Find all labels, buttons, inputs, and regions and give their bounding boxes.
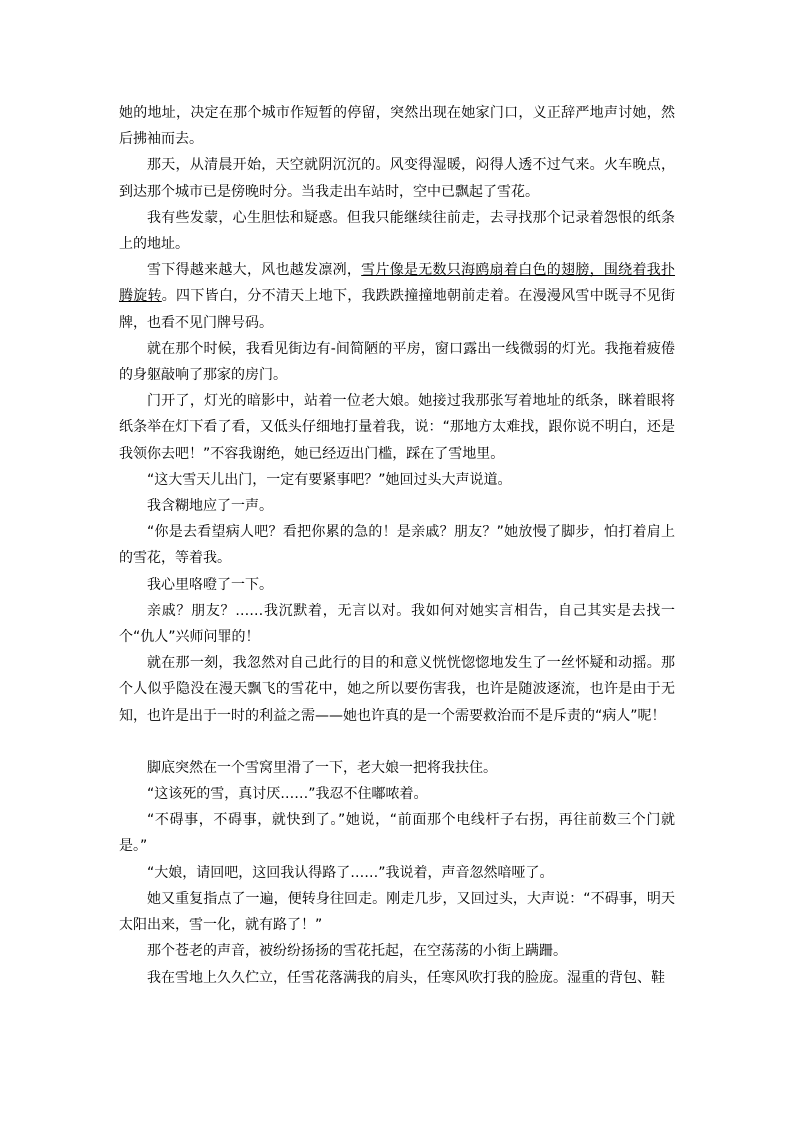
paragraph-3: 我有些发蒙，心生胆怯和疑惑。但我只能继续往前走，去寻找那个记录着怨恨的纸条上的地址。: [119, 209, 675, 253]
paragraph-19: 我在雪地上久久伫立，任雪花落满我的肩头，任寒风吹打我的脸庞。湿重的背包、鞋: [147, 969, 665, 986]
paragraph-11: 亲戚？朋友？……我沉默着，无言以对。我如何对她实言相告，自己其实是去找一个“仇人”兴师问罪的！: [119, 602, 675, 646]
paragraph-7: “这大雪天儿出门，一定有要紧事吧？”她回过头大声说道。: [147, 471, 512, 488]
paragraph-15: “不碍事，不碍事，就快到了。”她说，“前面那个电线杆子右拐，再往前数三个门就是。”: [119, 812, 675, 855]
paragraph-10: 我心里咯噔了一下。: [147, 576, 273, 593]
paragraph-4-end: 。四下皆白，分不清天上地下，我跌跌撞撞地朝前走着。在漫漫风雪中既寻不见街牌，也看不见门牌号码。: [119, 288, 676, 331]
paragraph-8: 我含糊地应了一声。: [147, 498, 273, 515]
paragraph-1: 她的地址，决定在那个城市作短暂的停留，突然出现在她家门口，义正辞严地声讨她，然后拂袖而去。: [119, 105, 675, 148]
article-body: [119, 100, 675, 991]
paragraph-12: 就在那一刻，我忽然对自己此行的目的和意义恍恍惚惚地发生了一丝怀疑和动摇。那个人似乎隐没在漫天飘飞的雪花中，她之所以要伤害我，也许是随波逐流，也许是由于无知，也许是出于一时的利益之需——她也许真的是一个需要救治而不是斥责的“病人”呢！: [119, 655, 675, 724]
paragraph-18: 那个苍老的声音，被纷纷扬扬的雪花托起，在空荡荡的小街上蹒跚。: [147, 943, 567, 960]
paragraph-4-start: 雪下得越来越大，风也越发凛冽，: [147, 262, 362, 279]
paragraph-2: 那天，从清晨开始，天空就阴沉沉的。风变得湿暖，闷得人透不过气来。火车晚点，到达那个城市已是傍晚时分。当我走出车站时，空中已飘起了雪花。: [119, 157, 675, 200]
paragraph-6: 门开了，灯光的暗影中，站着一位老大娘。她接过我那张写着地址的纸条，眯着眼将纸条举在灯下看了看，又低头仔细地打量着我，说：“那地方太难找，跟你说不明白，还是我领你去吧！”不容我谢绝，她已经迈出门槛，踩在了雪地里。: [119, 393, 675, 462]
paragraph-13: 脚底突然在一个雪窝里滑了一下，老大娘一把将我扶住。: [147, 759, 497, 776]
paragraph-4: [119, 257, 675, 336]
paragraph-9: “你是去看望病人吧？看把你累的急的！是亲戚？朋友？”她放慢了脚步，怕打着肩上的雪花，等着我。: [119, 524, 675, 567]
underlined-sentence: 雪片像是无数只海鸥扇着白色的翅膀，围绕着我扑腾旋转: [119, 262, 676, 305]
paragraph-16: “大娘，请回吧，这回我认得路了……”我说着，声音忽然喑哑了。: [147, 864, 554, 881]
paragraph-14: “这该死的雪，真讨厌……”我忍不住嘟哝着。: [147, 786, 428, 803]
paragraph-5: 就在那个时候，我看见街边有-间简陋的平房，窗口露出一线微弱的灯光。我拖着疲倦的身躯敲响了那家的房门。: [119, 340, 675, 384]
paragraph-17: 她又重复指点了一遍，便转身往回走。刚走几步，又回过头，大声说：“不碍事，明天太阳出来，雪一化，就有路了！”: [119, 890, 675, 934]
paragraph-gap: [119, 729, 675, 755]
